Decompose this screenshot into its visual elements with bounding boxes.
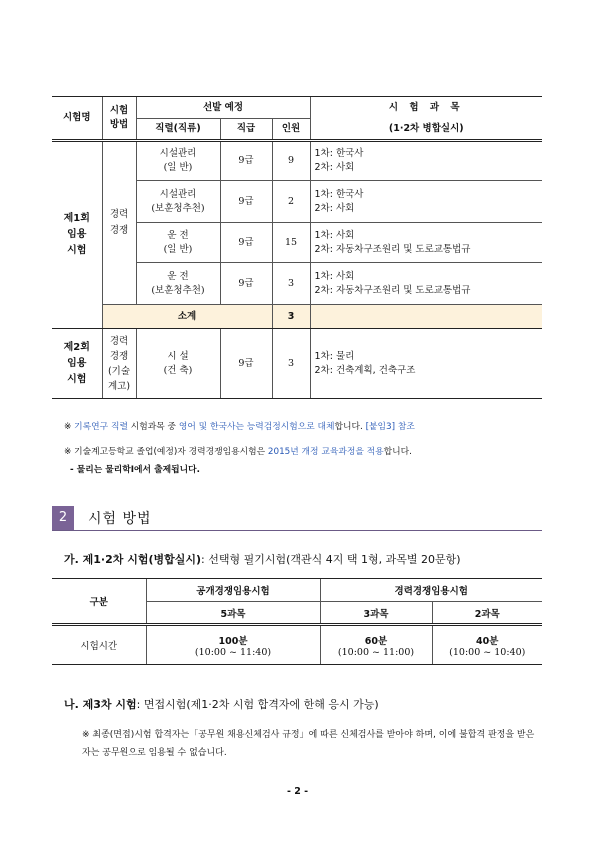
t2-career-range-b: (10:00 ~ 10:40): [449, 646, 526, 658]
exam2-subjects: 1차: 물리 2차: 건축계획, 건축구조: [310, 329, 542, 399]
section-number: 2: [52, 506, 74, 530]
t2-career-subjects-a: 3과목: [320, 602, 432, 625]
page-number: - 2 -: [286, 786, 309, 797]
row-subjects: 1차: 사회 2차: 자동차구조원리 및 도로교통법규: [310, 223, 542, 263]
row-count: 2: [272, 181, 310, 223]
t2-header-open: 공개경쟁임용시험: [146, 579, 320, 602]
row-grade: 9급: [220, 223, 272, 263]
subtotal-label: 소계: [102, 305, 272, 329]
t2-open-range: (10:00 ~ 11:40): [194, 646, 272, 658]
header-count: 인원: [272, 119, 310, 141]
header-subjects: 시 험 과 목: [310, 97, 542, 119]
row-subjects: 1차: 한국사 2차: 사회: [310, 141, 542, 181]
section-title: 시험 방법: [88, 511, 152, 527]
t2-header-career: 경력경쟁임용시험: [320, 579, 542, 602]
row-grade: 9급: [220, 263, 272, 305]
section-divider: [52, 530, 542, 531]
header-selection: 선발 예정: [136, 97, 310, 119]
subsection-b: [64, 696, 379, 712]
subsection-a-text: : 선택형 필기시험(객관식 4지 택 1형, 과목별 20문항): [201, 553, 461, 566]
subsection-b-label: 나. 제3차 시험: [64, 698, 137, 711]
header-grade: 직급: [220, 119, 272, 141]
subsection-a-label: 가. 제1·2차 시험(병합실시): [64, 553, 202, 566]
row-subjects: 1차: 한국사 2차: 사회: [310, 181, 542, 223]
header-exam-name: 시험명: [52, 97, 102, 141]
note2-text-end: 합니다.: [383, 447, 412, 457]
note1-highlight-replace: 영어 및 한국사는 능력검정시험으로 대체: [178, 422, 335, 432]
t2-header-category: 구분: [52, 579, 146, 625]
header-subjects-note: (1·2차 병합실시): [310, 119, 542, 141]
exam1-method: 경력 경쟁: [102, 141, 136, 305]
t2-career-time-b-cell: [432, 625, 542, 665]
exam2-method: 경력 경쟁 (기술 계고): [102, 329, 136, 399]
t2-career-time-a-cell: [320, 625, 432, 665]
exam2-count: 3: [272, 329, 310, 399]
exam2-grade: 9급: [220, 329, 272, 399]
note1-highlight-job: 기록연구 직렬: [74, 422, 128, 432]
recruitment-table: [52, 96, 542, 399]
subtotal-empty: [310, 305, 542, 329]
note1-text: 시험과목 중: [127, 422, 179, 432]
exam2-name: 제2회 임용 시험: [52, 329, 102, 399]
t2-career-time-a: 60분: [364, 635, 388, 647]
row-job: 시설관리 (일 반): [136, 141, 220, 181]
exam1-name: 제1회 임용 시험: [52, 141, 102, 329]
row-job: 운 전 (일 반): [136, 223, 220, 263]
t2-open-time: 100분: [218, 635, 248, 647]
subtotal-count: 3: [272, 305, 310, 329]
row-grade: 9급: [220, 181, 272, 223]
note-marker: ※: [64, 422, 75, 432]
row-grade: 9급: [220, 141, 272, 181]
final-note: ※ 최종(면접)시험 합격자는「공무원 채용신체검사 규정」에 따른 신체검사를 받아야 하며, 이에 불합격 판정을 받은 자는 공무원으로 임용될 수 없습니다.: [82, 730, 535, 758]
row-count: 3: [272, 263, 310, 305]
row-count: 9: [272, 141, 310, 181]
t2-career-range-a: (10:00 ~ 11:00): [337, 646, 415, 658]
row-job: 운 전 (보훈청추천): [136, 263, 220, 305]
t2-open-time-cell: [146, 625, 320, 665]
subsection-a: [64, 551, 461, 567]
exam2-job: 시 설 (건 축): [136, 329, 220, 399]
note1-attachment-ref: [붙임3] 참조: [365, 422, 415, 432]
note-curriculum: [64, 444, 412, 457]
header-job: 직렬(직류): [136, 119, 220, 141]
t2-open-subjects: 5과목: [146, 602, 320, 625]
note2-highlight: 2015년 개정 교육과정을 적용: [267, 447, 384, 457]
note-records: [64, 419, 415, 432]
t2-row-label: 시험시간: [52, 625, 146, 665]
header-exam-method: 시험 방법: [102, 97, 136, 141]
row-count: 15: [272, 223, 310, 263]
row-subjects: 1차: 사회 2차: 자동차구조원리 및 도로교통법규: [310, 263, 542, 305]
note-physics: - 물리는 물리학Ⅰ에서 출제됩니다.: [70, 465, 200, 475]
note1-text-end: 합니다.: [334, 422, 366, 432]
t2-career-subjects-b: 2과목: [432, 602, 542, 625]
note2-text: ※ 기술계고등학교 졸업(예정)자 경력경쟁임용시험은: [64, 447, 268, 457]
exam-time-table: [52, 578, 542, 665]
row-job: 시설관리 (보훈청추천): [136, 181, 220, 223]
subsection-b-text: : 면접시험(제1·2차 시험 합격자에 한해 응시 가능): [136, 698, 379, 711]
t2-career-time-b: 40분: [476, 635, 499, 647]
